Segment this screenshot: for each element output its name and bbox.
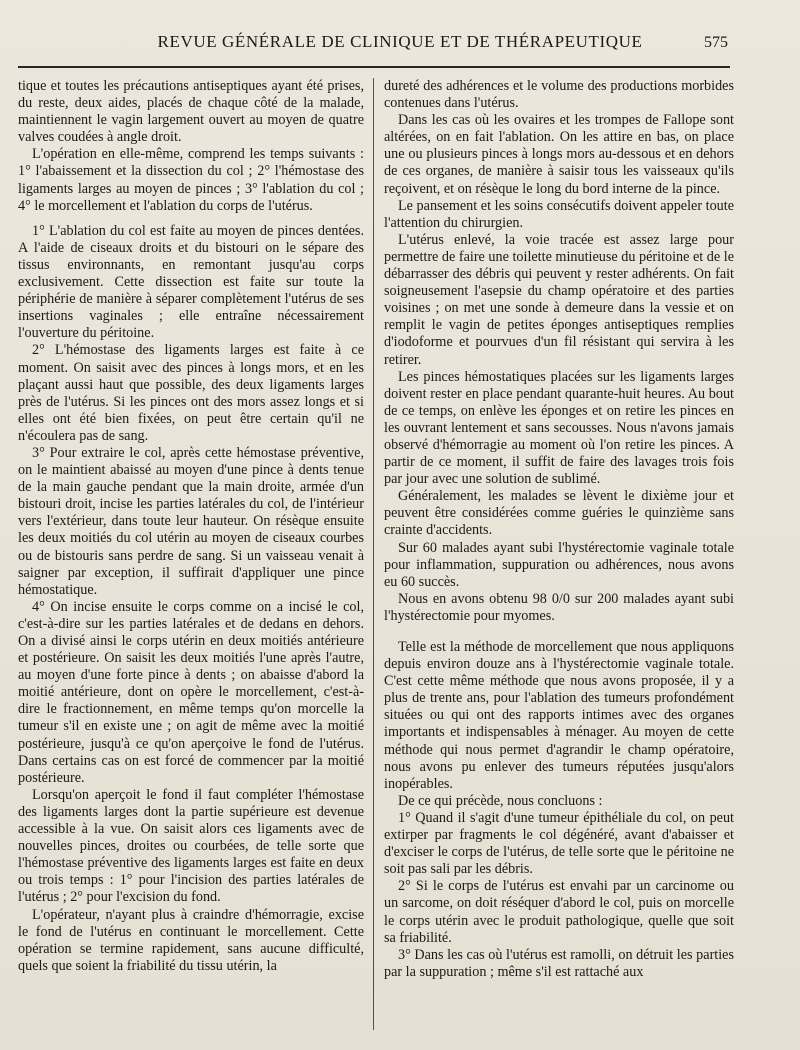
paragraph: Telle est la méthode de morcellement que nous appliquons depuis environ douze ans à l'hystérectomie vaginale totale. C'est cette même méthode que nous avons proposée, il y a plus de trente ans, pour l'ablation des tumeurs profondément situées ou qui ont des rapports intimes avec des organes importants et indispensables à ménager. Au moyen de cette méthode qui nous permet d'agrandir le champ opératoire, nous avons pu enlever des tumeurs réputées jusqu'alors inopérables. [384, 639, 734, 792]
paragraph: Généralement, les malades se lèvent le dixième jour et peuvent être considérées comme guéries le quinzième sans crainte d'accidents. [384, 488, 734, 539]
paragraph: 2° L'hémostase des ligaments larges est faite à ce moment. On saisit avec des pinces à longs mors, et en les plaçant aussi haut que possible, des deux ligaments larges près de l'utérus. Si les pinces ont des mors assez longs et si elles ont été bien fixées, on peut être certain qu'il ne n'écoulera pas de sang. [18, 342, 364, 444]
paragraph: L'utérus enlevé, la voie tracée est assez large pour permettre de faire une toilette minutieuse du péritoine et de le débarrasser des débris qui peuvent y rester adhérents. On fait soigneusement l'asepsie du champ opératoire et des parties voisines ; on met une sonde à demeure dans la vessie et on remplit le vagin de petites éponges antiseptiques remplies d'iodoforme et pourvues d'un fil résistant qui servira à les retirer. [384, 231, 734, 368]
paragraph: Lorsqu'on aperçoit le fond il faut compléter l'hémostase des ligaments larges dont la partie supérieure est devenue accessible à la vue. On saisit alors ces ligaments avec de nouvelles pinces, droites ou courbées, de telle sorte que l'hémostase préventive des ligaments larges est faite en deux ou trois temps : 1° pour l'incision des parties latérales de l'utérus ; 2° pour l'excision du fond. [18, 786, 364, 906]
header-title: REVUE GÉNÉRALE DE CLINIQUE ET DE THÉRAPEUTIQUE [157, 32, 643, 51]
left-column [18, 78, 364, 1038]
page-number: 575 [704, 34, 728, 51]
paragraph: L'opérateur, n'ayant plus à craindre d'hémorragie, excise le fond de l'utérus en continuant le morcellement. Cette opération se termine rapidement, sans aucune difficulté, quels que soient la friabilité du tissu utérin, la [18, 906, 364, 974]
paragraph: Sur 60 malades ayant subi l'hystérectomie vaginale totale pour inflammation, suppuration ou adhérences, nous avons eu 60 succès. [384, 539, 734, 590]
paragraph: 4° On incise ensuite le corps comme on a incisé le col, c'est-à-dire sur les parties latérales et de dedans en dehors. On a divisé ainsi le corps utérin en deux moitiés antérieure et postérieure. On saisit les deux moitiés l'une après l'autre, au moyen d'une forte pince à dents ; on abaisse d'abord la moitié antérieure, dont on opère le morcellement, c'est-à-dire le fractionnement, en même temps qu'on morcelle la tumeur s'il en existe une ; on agit de même avec la moitié postérieure, jusqu'à ce qu'on aperçoive le fond de l'utérus. Dans certains cas on est forcé de commencer par la moitié postérieure. [18, 598, 364, 786]
paragraph: 1° L'ablation du col est faite au moyen de pinces dentées. A l'aide de ciseaux droits et du bistouri on le sépare des tissus environnants, en remontant jusqu'au corps exclusivement. Cette dissection est faite sur toute la périphérie de manière à séparer complètement l'utérus de ses insertions vaginales ; elle entraîne nécessairement l'ouverture du péritoine. [18, 222, 364, 342]
paragraph: 1° Quand il s'agit d'une tumeur épithéliale du col, on peut extirper par fragments le col dégénéré, avant d'abaisser et d'exciser le corps de l'utérus, de telle sorte que le péritoine ne soit pas sali par les débris. [384, 809, 734, 878]
paragraph: Le pansement et les soins consécutifs doivent appeler toute l'attention du chirurgien. [384, 197, 734, 231]
running-header [18, 30, 782, 60]
paragraph: 3° Dans les cas où l'utérus est ramolli, on détruit les parties par la suppuration ; même s'il est rattaché aux [384, 946, 734, 980]
column-divider [373, 78, 374, 1030]
paragraph: De ce qui précède, nous concluons : [398, 792, 603, 809]
paragraph: Les pinces hémostatiques placées sur les ligaments larges doivent rester en place pendant quarante-huit heures. Au bout de ce temps, on enlève les éponges et on retire les pinces en les ouvrant lentement et sans secousses. Nous n'avons jamais observé d'hémorragie au moment où l'on retire les pinces. A partir de ce moment, il suffit de faire des lavages trois fois par jour avec une solution de sublimé. [384, 368, 734, 488]
paragraph: 3° Pour extraire le col, après cette hémostase préventive, on le maintient abaissé au moyen d'une pince à dents tenue de la main gauche pendant que la main droite, armée d'un bistouri droit, incise les parties latérales du col, de l'intérieur vers l'extérieur, dans toute leur hauteur. On résèque ensuite les deux moitiés du col utérin au moyen de ciseaux courbes ou de bistouris sans perdre de sang. Si un vaisseau venait à saigner par exception, il suffirait d'appliquer une pince hémostatique. [18, 444, 364, 598]
header-rule [18, 66, 730, 68]
paragraph: 2° Si le corps de l'utérus est envahi par un carcinome ou un sarcome, on doit réséquer d'abord le col, puis on morcelle le corps utérin avec le produit pathologique, quelle que soit sa friabilité. [384, 878, 734, 946]
paragraph: Dans les cas où les ovaires et les trompes de Fallope sont altérées, on en fait l'ablation. On les attire en bas, on place une ou plusieurs pinces à longs mors au-dessous et en dehors de ces organes, de manière à saisir tous les vaisseaux qu'ils reçoivent, et on résèque le long du bord interne de la pince. [384, 112, 734, 197]
paragraph: L'opération en elle-même, comprend les temps suivants : 1° l'abaissement et la dissection du col ; 2° l'hémostase des ligaments larges au moyen de pinces ; 3° l'ablation du col ; 4° le morcellement et l'ablation du corps de l'utérus. [18, 146, 364, 214]
paragraph: dureté des adhérences et le volume des productions morbides contenues dans l'utérus. [384, 78, 734, 112]
right-column [384, 78, 734, 1038]
paragraph: tique et toutes les précautions antiseptiques ayant été prises, du reste, deux aides, placés de chaque côté de la malade, maintiennent le vagin largement ouvert au moyen de quatre valves coudées à angle droit. [18, 78, 364, 146]
paragraph: Nous en avons obtenu 98 0/0 sur 200 malades ayant subi l'hystérectomie pour myomes. [384, 590, 734, 624]
